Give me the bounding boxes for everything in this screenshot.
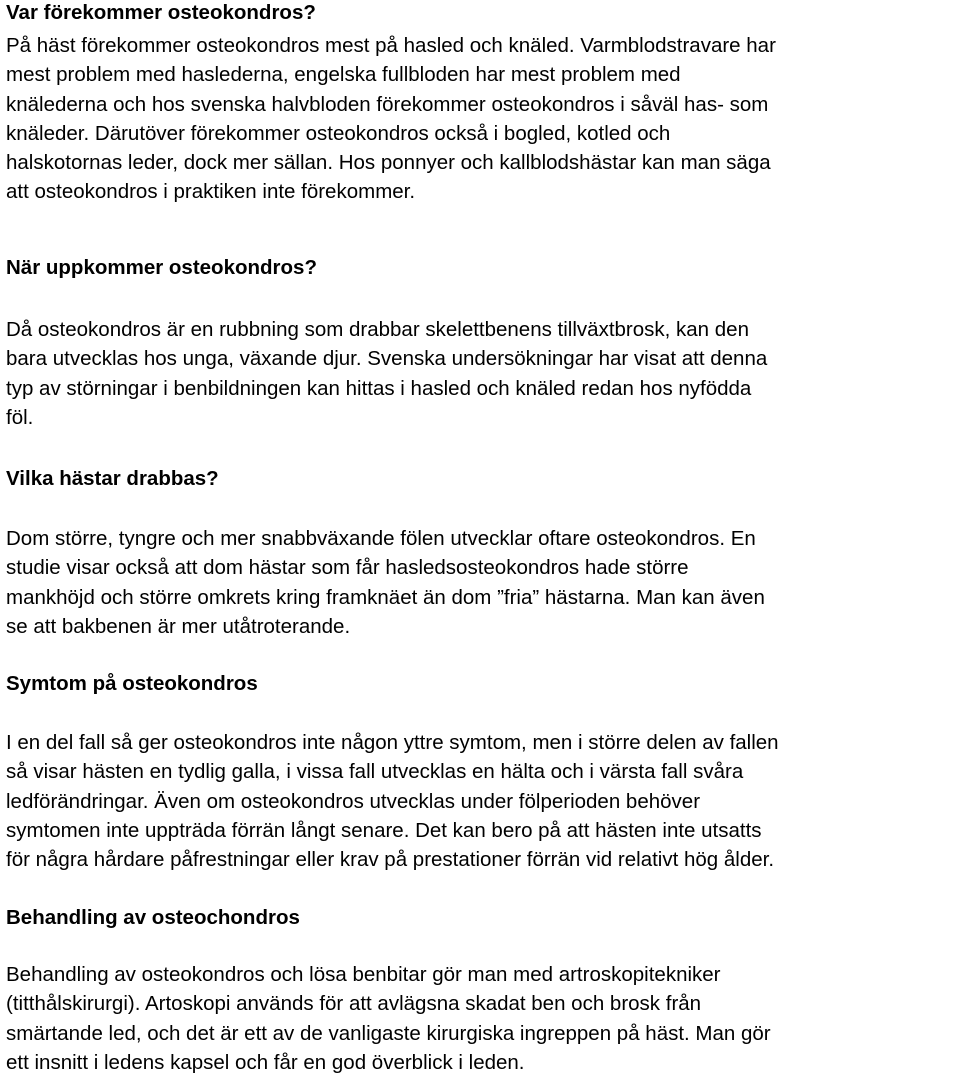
paragraph-line: Behandling av osteokondros och lösa benbitar gör man med artroskopitekniker [6, 963, 721, 986]
paragraph-line: se att bakbenen är mer utåtroterande. [6, 614, 351, 638]
paragraph-line: mest problem med haslederna, engelska fullbloden har mest problem med [6, 63, 681, 87]
paragraph-line: typ av störningar i benbildningen kan hittas i hasled och knäled redan hos nyfödda [6, 376, 752, 400]
paragraph-line: ett insnitt i ledens kapsel och får en god överblick i leden. [6, 1050, 525, 1074]
paragraph-uppkomst [6, 315, 767, 432]
paragraph-line: ledförändringar. Även om osteokondros utvecklas under fölperioden behöver [6, 789, 701, 813]
paragraph-line: föl. [6, 405, 34, 429]
paragraph-line: knäleder. Därutöver förekommer osteokondros också i bogled, kotled och [6, 121, 671, 145]
paragraph-line: knälederna och hos svenska halvbloden förekommer osteokondros i såväl has- som [6, 92, 769, 116]
paragraph-drabbade [6, 524, 765, 641]
heading-nar-uppkommer: När uppkommer osteokondros? [6, 256, 317, 279]
paragraph-line: bara utvecklas hos unga, växande djur. Svenska undersökningar har visat att denna [6, 347, 768, 371]
paragraph-line: På häst förekommer osteokondros mest på hasled och knäled. Varmblodstravare har [6, 34, 776, 57]
paragraph-line: halskotornas leder, dock mer sällan. Hos ponnyer och kallblodshästar kan man säga [6, 151, 771, 175]
paragraph-forekomst [6, 31, 776, 207]
paragraph-behandling [6, 960, 771, 1077]
paragraph-line: att osteokondros i praktiken inte förekommer. [6, 180, 416, 204]
paragraph-line: smärtande led, och det är ett av de vanligaste kirurgiska ingreppen på häst. Man gör [6, 1021, 771, 1045]
paragraph-line: symtomen inte uppträda förrän långt senare. Det kan bero på att hästen inte utsatts [6, 818, 762, 842]
paragraph-line: mankhöjd och större omkrets kring framknäet än dom ”fria” hästarna. Man kan även [6, 585, 765, 609]
paragraph-symtom [6, 728, 779, 874]
paragraph-line: I en del fall så ger osteokondros inte någon yttre symtom, men i större delen av fallen [6, 731, 779, 754]
heading-vilka-hastar: Vilka hästar drabbas? [6, 467, 219, 490]
paragraph-line: för några hårdare påfrestningar eller krav på prestationer förrän vid relativt hög ålder. [6, 848, 775, 872]
heading-behandling: Behandling av osteochondros [6, 906, 300, 929]
heading-var-forekommer: Var förekommer osteokondros? [6, 1, 316, 24]
paragraph-line: (titthålskirurgi). Artoskopi används för att avlägsna skadat ben och brosk från [6, 992, 702, 1016]
paragraph-line: så visar hästen en tydlig galla, i vissa fall utvecklas en hälta och i värsta fall svåra [6, 760, 744, 784]
paragraph-line: Dom större, tyngre och mer snabbväxande fölen utvecklar oftare osteokondros. En [6, 527, 756, 550]
paragraph-line: Då osteokondros är en rubbning som drabbar skelettbenens tillväxtbrosk, kan den [6, 318, 749, 341]
heading-symtom: Symtom på osteokondros [6, 672, 258, 695]
paragraph-line: studie visar också att dom hästar som får hasledsosteokondros hade större [6, 556, 689, 580]
